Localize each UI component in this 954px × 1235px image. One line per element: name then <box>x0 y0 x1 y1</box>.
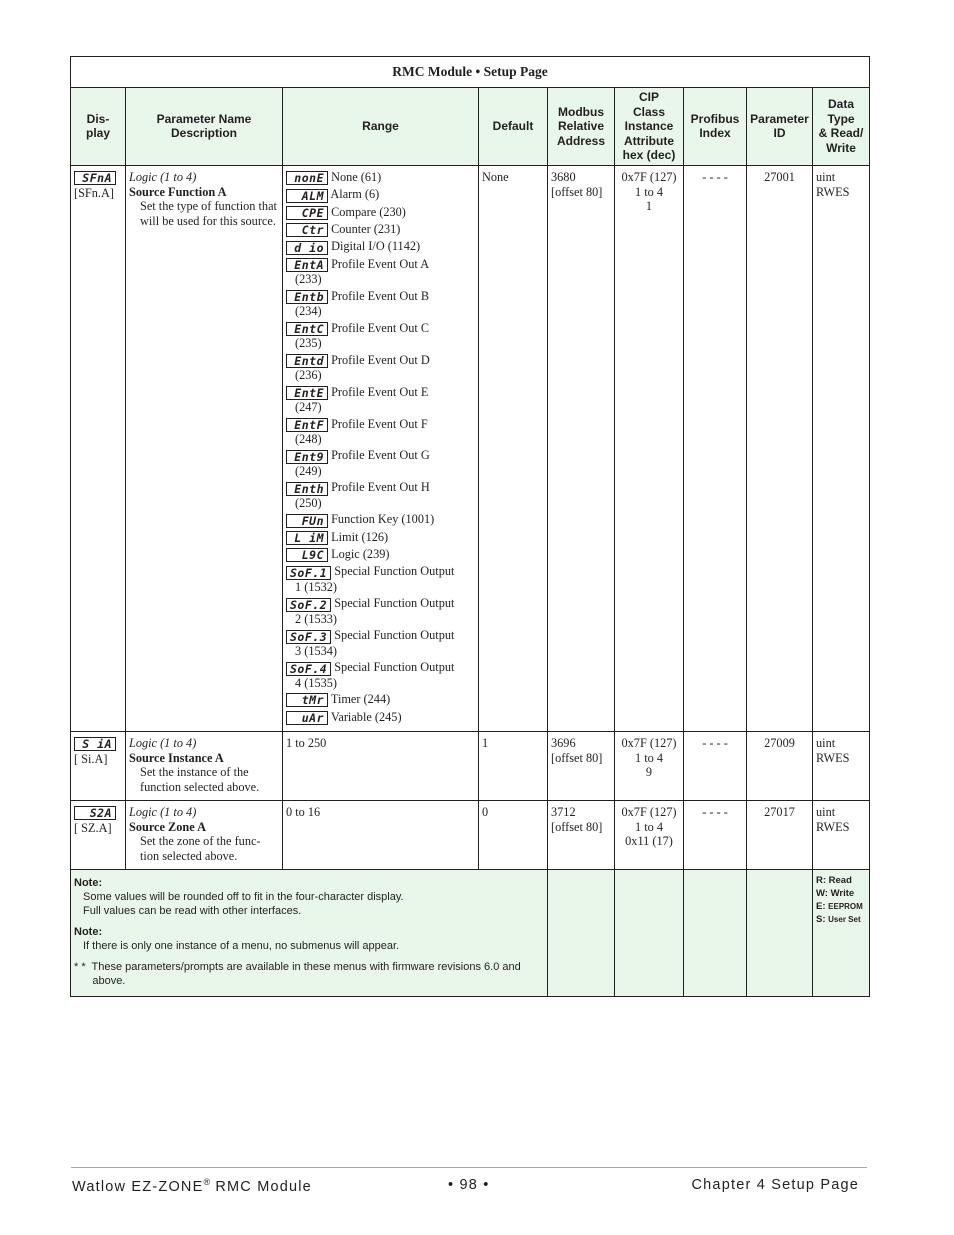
table-row <box>71 165 870 731</box>
profibus-cell: - - - - <box>684 165 747 731</box>
range-lcd-code: Ent9 <box>286 450 328 464</box>
range-item <box>286 205 475 220</box>
range-subtext: (250) <box>295 495 322 510</box>
range-cell: 0 to 16 <box>283 801 479 870</box>
display-abbreviation: [ Si.A] <box>74 752 108 767</box>
range-subtext: 1 (1532) <box>295 579 338 594</box>
parameter-cell <box>126 165 283 731</box>
note-2-title: Note: <box>74 926 103 938</box>
legend-user-set: S: User Set <box>816 914 861 925</box>
range-lcd-code: FUn <box>286 514 328 528</box>
table-row <box>71 732 870 801</box>
logic-range: Logic (1 to 4) <box>129 169 197 184</box>
range-cell: 1 to 250 <box>283 732 479 801</box>
logic-range: Logic (1 to 4) <box>129 805 197 819</box>
notes-blank-profibus <box>684 870 747 997</box>
parameter-name: Source Function A <box>129 184 227 199</box>
range-text: Profile Event Out C <box>331 320 430 335</box>
range-item <box>286 512 475 527</box>
notes-blank-modbus <box>548 870 615 997</box>
header-parameter-name: Parameter Name Description <box>126 88 283 166</box>
header-profibus: Profibus Index <box>684 88 747 166</box>
range-item <box>286 628 475 658</box>
range-subtext: 3 (1534) <box>295 643 338 658</box>
range-text: Special Function Output <box>334 660 455 675</box>
range-item <box>286 353 475 383</box>
range-text: Counter (231) <box>331 222 401 237</box>
legend-write: W: Write <box>816 888 855 899</box>
range-lcd-code: Ctr <box>286 223 328 237</box>
range-item <box>286 289 475 319</box>
lcd-code: SFnA <box>74 171 116 185</box>
range-item <box>286 547 475 562</box>
range-lcd-code: CPE <box>286 206 328 220</box>
lcd-code: S2A <box>74 806 116 820</box>
range-lcd-code: d io <box>286 241 328 255</box>
display-abbreviation: [SFn.A] <box>74 186 114 201</box>
data-type-cell: uint RWES <box>813 732 870 801</box>
range-item <box>286 448 475 478</box>
range-lcd-code: uAr <box>286 711 328 725</box>
header-default: Default <box>479 88 548 166</box>
modbus-cell: 3712 [offset 80] <box>548 801 615 870</box>
range-item <box>286 710 475 725</box>
modbus-cell: 3696 [offset 80] <box>548 732 615 801</box>
range-item <box>286 239 475 254</box>
range-item <box>286 170 475 185</box>
range-text: Special Function Output <box>334 596 455 611</box>
range-item <box>286 692 475 707</box>
header-row <box>71 88 870 166</box>
range-lcd-code: L9C <box>286 548 328 562</box>
display-cell <box>71 732 126 801</box>
range-text: Special Function Output <box>334 628 455 643</box>
parameter-id-cell: 27017 <box>747 801 813 870</box>
header-display: Dis- play <box>71 88 126 166</box>
display-cell <box>71 165 126 731</box>
profibus-cell: - - - - <box>684 732 747 801</box>
cip-cell: 0x7F (127) 1 to 4 0x11 (17) <box>615 801 684 870</box>
default-cell: None <box>479 165 548 731</box>
range-lcd-code: tMr <box>286 693 328 707</box>
range-text: Compare (230) <box>331 204 406 219</box>
range-subtext: (235) <box>295 335 322 350</box>
range-text: Profile Event Out A <box>331 256 430 271</box>
range-subtext: 2 (1533) <box>295 611 338 626</box>
table-row <box>71 801 870 870</box>
notes-row <box>71 870 870 997</box>
range-item <box>286 660 475 690</box>
range-text: Logic (239) <box>331 547 390 562</box>
range-item <box>286 564 475 594</box>
footer-page-number: • 98 • <box>448 1177 490 1193</box>
note-3-text: * * These parameters/prompts are available in these menus with firmware revisions 6.0 and above. <box>74 961 521 987</box>
cip-cell: 0x7F (127) 1 to 4 9 <box>615 732 684 801</box>
range-text: Profile Event Out F <box>331 416 428 431</box>
note-1-title: Note: <box>74 877 103 889</box>
default-cell: 0 <box>479 801 548 870</box>
range-text: Special Function Output <box>334 564 455 579</box>
range-lcd-code: Enth <box>286 482 328 496</box>
parameter-id-cell: 27009 <box>747 732 813 801</box>
range-list <box>286 170 475 725</box>
parameter-name: Source Zone A <box>129 819 206 834</box>
notes-blank-parameter-id <box>747 870 813 997</box>
range-text: Timer (244) <box>330 692 391 707</box>
legend-eeprom: E: EEPROM <box>816 901 863 912</box>
lcd-code: S iA <box>74 737 116 751</box>
range-text: Variable (245) <box>330 709 402 724</box>
range-lcd-code: SoF.4 <box>286 662 331 676</box>
parameter-id-cell: 27001 <box>747 165 813 731</box>
page-footer <box>71 1167 867 1195</box>
display-cell <box>71 801 126 870</box>
logic-range: Logic (1 to 4) <box>129 736 197 750</box>
range-item <box>286 385 475 415</box>
range-item <box>286 480 475 510</box>
display-abbreviation: [ SZ.A] <box>74 821 112 836</box>
range-text: Limit (126) <box>331 529 389 544</box>
range-text: Profile Event Out G <box>331 448 430 463</box>
range-lcd-code: ALM <box>286 189 328 203</box>
header-modbus: Modbus Relative Address <box>548 88 615 166</box>
notes-cell <box>71 870 548 997</box>
range-item <box>286 222 475 237</box>
range-cell <box>283 165 479 731</box>
default-cell: 1 <box>479 732 548 801</box>
range-item <box>286 530 475 545</box>
table-title: RMC Module • Setup Page <box>71 57 870 88</box>
range-lcd-code: EntF <box>286 418 328 432</box>
range-lcd-code: EntA <box>286 258 328 272</box>
cip-cell: 0x7F (127) 1 to 4 1 <box>615 165 684 731</box>
range-lcd-code: Entb <box>286 290 328 304</box>
range-item <box>286 257 475 287</box>
footer-chapter: Chapter 4 Setup Page <box>691 1177 859 1193</box>
parameter-description: Set the type of function that will be used for this source. <box>140 199 277 228</box>
header-data-type: Data Type & Read/ Write <box>813 88 870 166</box>
parameter-description: Set the zone of the func- tion selected above. <box>140 834 261 863</box>
data-type-cell: uint RWES <box>813 801 870 870</box>
data-type-cell: uint RWES <box>813 165 870 731</box>
header-parameter-id: Parameter ID <box>747 88 813 166</box>
range-text: Profile Event Out D <box>331 352 430 367</box>
range-lcd-code: L iM <box>286 531 328 545</box>
range-text: Profile Event Out H <box>331 480 430 495</box>
range-lcd-code: nonE <box>286 171 328 185</box>
range-lcd-code: EntC <box>286 322 328 336</box>
footer-product: Watlow EZ-ZONE® RMC Module <box>72 1177 312 1195</box>
range-lcd-code: SoF.2 <box>286 598 331 612</box>
range-subtext: (247) <box>295 399 322 414</box>
parameter-description: Set the instance of the function selected above. <box>140 765 260 794</box>
range-text: Digital I/O (1142) <box>331 239 421 254</box>
range-lcd-code: Entd <box>286 354 328 368</box>
access-legend <box>813 870 870 997</box>
range-text: None (61) <box>331 169 382 184</box>
header-range: Range <box>283 88 479 166</box>
parameter-name: Source Instance A <box>129 750 224 765</box>
note-2-text: If there is only one instance of a menu, no submenus will appear. <box>83 940 400 952</box>
modbus-cell: 3680 [offset 80] <box>548 165 615 731</box>
parameter-cell <box>126 732 283 801</box>
range-text: Profile Event Out E <box>331 384 429 399</box>
range-item <box>286 417 475 447</box>
range-lcd-code: SoF.3 <box>286 630 331 644</box>
parameter-cell <box>126 801 283 870</box>
range-text: Alarm (6) <box>330 187 380 202</box>
legend-read: R: Read <box>816 875 852 886</box>
notes-blank-cip <box>615 870 684 997</box>
profibus-cell: - - - - <box>684 801 747 870</box>
range-item <box>286 187 475 202</box>
note-1-text: Some values will be rounded off to fit in the four-character display. Full values can be read with other interfaces. <box>83 891 404 917</box>
range-subtext: (236) <box>295 367 322 382</box>
range-lcd-code: SoF.1 <box>286 566 331 580</box>
range-subtext: (233) <box>295 271 322 286</box>
range-text: Function Key (1001) <box>331 512 435 527</box>
range-subtext: (248) <box>295 431 322 446</box>
range-item <box>286 321 475 351</box>
setup-page-table <box>70 56 870 997</box>
range-lcd-code: EntE <box>286 386 328 400</box>
range-subtext: 4 (1535) <box>295 675 338 690</box>
range-subtext: (249) <box>295 463 322 478</box>
range-text: Profile Event Out B <box>331 288 430 303</box>
range-subtext: (234) <box>295 303 322 318</box>
header-cip: CIP Class Instance Attribute hex (dec) <box>615 88 684 166</box>
range-item <box>286 596 475 626</box>
